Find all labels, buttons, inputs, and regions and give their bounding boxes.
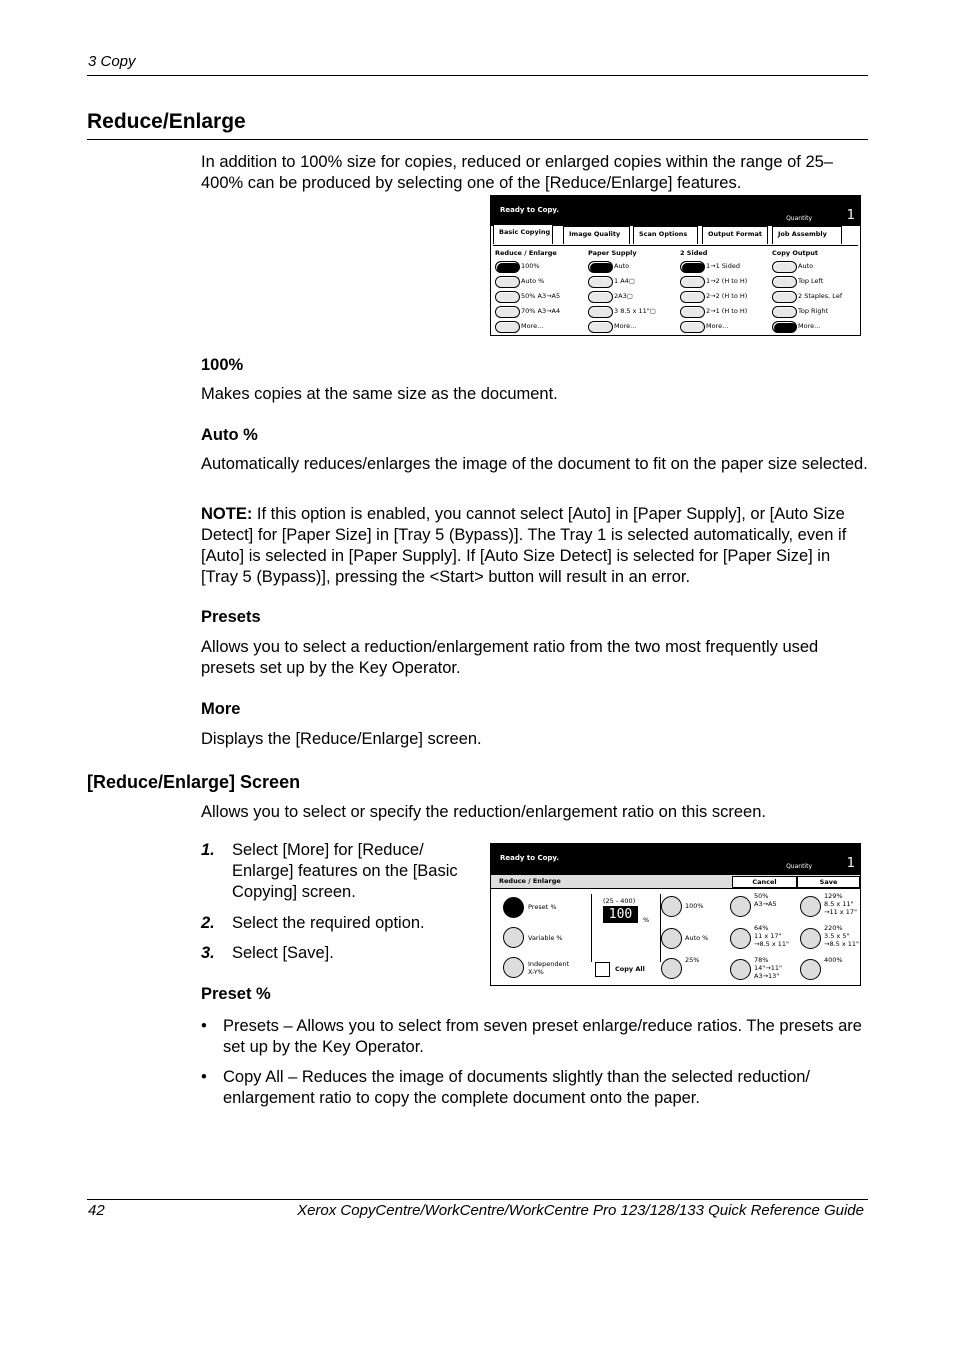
preset-25-radio[interactable] bbox=[661, 958, 682, 979]
basic-copying-screen bbox=[490, 195, 861, 336]
page-title: Reduce/Enlarge bbox=[87, 110, 246, 133]
option-auto[interactable] bbox=[772, 261, 818, 276]
option-pill bbox=[772, 306, 797, 318]
tab-output-format[interactable]: Output Format bbox=[702, 226, 768, 244]
option-label: 2→1 (H to H) bbox=[706, 307, 748, 315]
bullet-text: Copy All – Reduces the image of documents slightly than the selected reduction/ enlargement ratio to copy the complete document onto the paper. bbox=[223, 1068, 811, 1107]
note-paragraph bbox=[201, 504, 868, 588]
body-auto-percent: Automatically reduces/enlarges the image of the document to fit on the paper size selected. bbox=[201, 455, 868, 473]
reduce-enlarge-column bbox=[495, 249, 561, 336]
tab-scan-options[interactable]: Scan Options bbox=[633, 226, 698, 244]
step-number: 2. bbox=[201, 914, 215, 932]
subsection-intro: Allows you to select or specify the reduction/enlargement ratio on this screen. bbox=[201, 803, 766, 821]
option-tray-1[interactable] bbox=[588, 276, 637, 291]
option-label: 2A3▢ bbox=[614, 292, 633, 300]
preset-129-radio[interactable] bbox=[800, 896, 821, 917]
option-top-left[interactable] bbox=[772, 276, 824, 291]
option-auto-percent[interactable] bbox=[495, 276, 557, 291]
quantity-value: 1 bbox=[846, 856, 855, 871]
option-label: Top Right bbox=[798, 307, 829, 315]
header-rule bbox=[87, 75, 868, 76]
option-more[interactable] bbox=[680, 321, 729, 336]
screen-title: Reduce / Enlarge bbox=[499, 877, 561, 885]
option-tray-2[interactable] bbox=[588, 291, 637, 306]
title-rule bbox=[87, 139, 868, 140]
option-more[interactable] bbox=[772, 321, 821, 336]
heading-auto-percent: Auto % bbox=[201, 426, 258, 444]
option-pill bbox=[680, 291, 705, 303]
option-pill bbox=[588, 306, 613, 318]
percent-sign: % bbox=[643, 916, 650, 924]
heading-100: 100% bbox=[201, 356, 244, 374]
range-label: (25 - 400) bbox=[603, 897, 636, 905]
preset-percent-radio[interactable] bbox=[503, 897, 524, 918]
option-label: More... bbox=[521, 322, 544, 330]
column-title: Copy Output bbox=[772, 249, 819, 257]
option-label: Auto bbox=[798, 262, 814, 270]
preset-percent-label: Preset % bbox=[528, 903, 557, 911]
preset-25-label: 25% bbox=[685, 956, 700, 964]
option-2-1[interactable] bbox=[680, 306, 748, 321]
status-bar bbox=[491, 196, 860, 226]
guide-title: Xerox CopyCentre/WorkCentre/WorkCentre Pro 123/128/133 Quick Reference Guide bbox=[297, 1202, 864, 1219]
heading-preset-percent: Preset % bbox=[201, 985, 271, 1003]
independent-xy-radio[interactable] bbox=[503, 957, 524, 978]
heading-more: More bbox=[201, 700, 241, 718]
cancel-button[interactable]: Cancel bbox=[732, 876, 797, 888]
option-pill bbox=[588, 321, 613, 333]
option-label: Auto bbox=[614, 262, 630, 270]
step-text: Select [Save]. bbox=[232, 944, 334, 962]
preset-50-radio[interactable] bbox=[730, 896, 751, 917]
option-pill bbox=[495, 321, 520, 333]
option-pill bbox=[680, 276, 705, 288]
status-text: Ready to Copy. bbox=[500, 854, 560, 862]
option-pill bbox=[588, 276, 613, 288]
status-bar bbox=[491, 844, 860, 874]
option-label: 50% A3→A5 bbox=[521, 292, 561, 300]
quantity-value: 1 bbox=[846, 208, 855, 223]
option-label: 100% bbox=[521, 262, 540, 270]
preset-64-label: 64% 11 x 17" →8.5 x 11" bbox=[754, 924, 790, 948]
body-presets: Allows you to select a reduction/enlargement ratio from the two most frequently used presets set up by the Key Operator. bbox=[201, 638, 819, 677]
variable-percent-radio[interactable] bbox=[503, 927, 524, 948]
option-label: 2 Staples, Lef bbox=[798, 292, 843, 300]
step-number: 3. bbox=[201, 944, 215, 962]
option-label: 1 A4▢ bbox=[614, 277, 635, 285]
option-100[interactable] bbox=[495, 261, 557, 276]
tab-bar bbox=[493, 224, 858, 246]
preset-78-radio[interactable] bbox=[730, 959, 751, 980]
subsection-title: [Reduce/Enlarge] Screen bbox=[87, 772, 301, 792]
tab-basic-copying[interactable]: Basic Copying bbox=[493, 224, 553, 244]
option-pill bbox=[680, 306, 705, 318]
preset-100-label: 100% bbox=[685, 902, 704, 910]
copy-all-label: Copy All bbox=[615, 965, 645, 973]
option-1-2[interactable] bbox=[680, 276, 748, 291]
preset-auto-label: Auto % bbox=[685, 934, 709, 942]
variable-percent-label: Variable % bbox=[528, 934, 563, 942]
option-label: 2→2 (H to H) bbox=[706, 292, 748, 300]
preset-50-label: 50% A3→A5 bbox=[754, 892, 777, 908]
option-label: Top Left bbox=[798, 277, 824, 285]
column-title: Paper Supply bbox=[588, 249, 637, 257]
bullet-dot: • bbox=[201, 1017, 207, 1035]
tab-image-quality[interactable]: Image Quality bbox=[563, 226, 630, 244]
option-pill bbox=[495, 276, 520, 288]
paper-supply-column bbox=[588, 249, 656, 336]
preset-64-radio[interactable] bbox=[730, 928, 751, 949]
preset-auto-radio[interactable] bbox=[661, 928, 682, 949]
option-more[interactable] bbox=[588, 321, 637, 336]
option-pill bbox=[495, 306, 520, 318]
reduce-enlarge-screen bbox=[490, 843, 861, 986]
note-label: NOTE: bbox=[201, 505, 253, 523]
option-pill bbox=[495, 291, 520, 303]
quantity-label: Quantity bbox=[786, 863, 812, 870]
heading-presets: Presets bbox=[201, 608, 261, 626]
selected-pill bbox=[772, 321, 797, 333]
running-header: 3 Copy bbox=[88, 53, 136, 70]
option-50[interactable] bbox=[495, 291, 561, 306]
option-auto[interactable] bbox=[588, 261, 637, 276]
preset-400-radio[interactable] bbox=[800, 959, 821, 980]
option-label: 1→2 (H to H) bbox=[706, 277, 748, 285]
option-label: Auto % bbox=[521, 277, 545, 285]
option-pill bbox=[772, 261, 797, 273]
selected-pill bbox=[495, 261, 520, 273]
preset-129-label: 129% 8.5 x 11" →11 x 17" bbox=[824, 892, 857, 916]
status-text: Ready to Copy. bbox=[500, 206, 560, 214]
preset-220-radio[interactable] bbox=[800, 928, 821, 949]
save-button[interactable]: Save bbox=[797, 876, 860, 888]
selected-pill bbox=[588, 261, 613, 273]
step-number: 1. bbox=[201, 841, 215, 859]
option-label: More... bbox=[798, 322, 821, 330]
column-title: Reduce / Enlarge bbox=[495, 249, 557, 257]
option-pill bbox=[772, 291, 797, 303]
bullet-dot: • bbox=[201, 1068, 207, 1086]
independent-xy-label: Independent X-Y% bbox=[528, 960, 570, 976]
selected-pill bbox=[680, 261, 705, 273]
option-pill bbox=[680, 321, 705, 333]
preset-400-label: 400% bbox=[824, 956, 843, 964]
option-2-staples[interactable] bbox=[772, 291, 843, 306]
intro-paragraph: In addition to 100% size for copies, reduced or enlarged copies within the range of 25–400% can be produced by selecting one of the [Reduce/Enlarge] features. bbox=[201, 153, 833, 192]
title-bar bbox=[491, 874, 860, 889]
option-more[interactable] bbox=[495, 321, 557, 336]
copy-all-checkbox[interactable] bbox=[595, 962, 610, 977]
option-2-2[interactable] bbox=[680, 291, 748, 306]
preset-78-label: 78% 14"→11" A3→13" bbox=[754, 956, 782, 980]
body-100: Makes copies at the same size as the document. bbox=[201, 385, 558, 403]
option-tray-3[interactable] bbox=[588, 306, 656, 321]
option-label: More... bbox=[706, 322, 729, 330]
copy-output-column bbox=[772, 249, 843, 336]
step-text: Select the required option. bbox=[232, 914, 425, 932]
option-label: More... bbox=[614, 322, 637, 330]
column-title: 2 Sided bbox=[680, 249, 708, 257]
option-top-right[interactable] bbox=[772, 306, 829, 321]
quantity-label: Quantity bbox=[786, 215, 812, 222]
option-pill bbox=[588, 291, 613, 303]
preset-100-radio[interactable] bbox=[661, 896, 682, 917]
bullet-text: Presets – Allows you to select from seven preset enlarge/reduce ratios. The presets are set up by the Key Operator. bbox=[223, 1017, 862, 1056]
ratio-value-display[interactable]: 100 bbox=[603, 906, 638, 923]
option-70[interactable] bbox=[495, 306, 561, 321]
option-1-1-sided[interactable] bbox=[680, 261, 740, 276]
option-label: 1→1 Sided bbox=[706, 262, 740, 270]
option-pill bbox=[772, 276, 797, 288]
tab-job-assembly[interactable]: Job Assembly bbox=[772, 226, 842, 244]
preset-220-label: 220% 3.5 x 5" →8.5 x 11" bbox=[824, 924, 860, 948]
body-more: Displays the [Reduce/Enlarge] screen. bbox=[201, 730, 482, 748]
option-label: 70% A3→A4 bbox=[521, 307, 561, 315]
page-number: 42 bbox=[88, 1202, 105, 1219]
footer-rule bbox=[87, 1199, 868, 1200]
option-label: 3 8.5 x 11"▢ bbox=[614, 307, 656, 315]
two-sided-column bbox=[680, 249, 748, 336]
note-body: If this option is enabled, you cannot select [Auto] in [Paper Supply], or [Auto Size Detect] for [Paper Size] in [Tray 5 (Bypass)]. The Tray 1 is selected automatically, even if [Auto] is selected in [Paper Supply]. If [Auto Size Detect] is selected for [Paper Size] in [Tray 5 (Bypass)], pressing the <Start> button will result in an error. bbox=[201, 505, 847, 586]
step-text: Select [More] for [Reduce/ Enlarge] features on the [Basic Copying] screen. bbox=[232, 841, 458, 901]
